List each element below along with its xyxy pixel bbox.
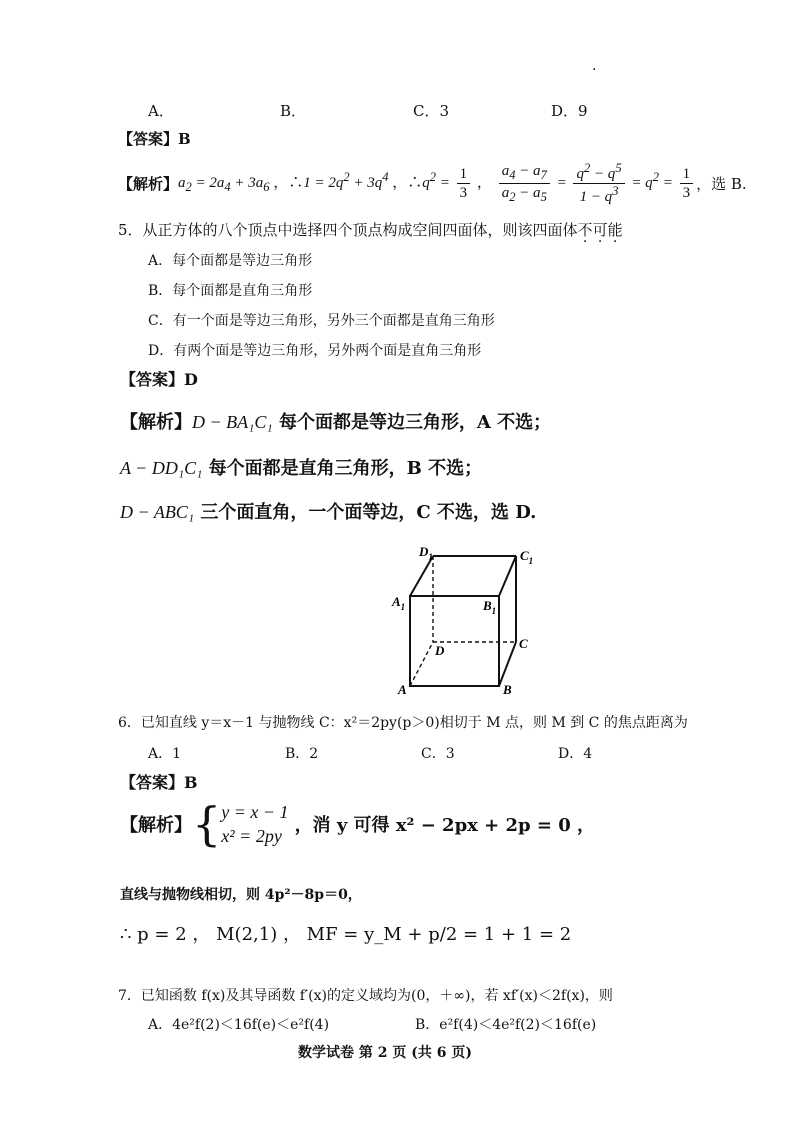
q4-analysis-end: ，选 B. bbox=[696, 174, 747, 193]
q7-stem: 7．已知函数 f(x)及其导函数 f′(x)的定义域均为(0，＋∞)，若 xf′(x)＜2f(x)，则 bbox=[118, 988, 613, 1004]
q4-option-a: A． bbox=[148, 102, 174, 120]
analysis-tag: 【解析】 bbox=[120, 412, 192, 433]
q5-stem-emphasis bbox=[578, 221, 623, 239]
analysis-text: 每个面都是等边三角形，A 不选； bbox=[272, 412, 552, 433]
q6-elimination: ，消 y 可得 x² − 2px + 2p = 0 ， bbox=[294, 815, 596, 837]
q5-answer bbox=[120, 367, 198, 390]
q4-option-b: B． bbox=[280, 102, 307, 120]
edge-b1c1 bbox=[499, 556, 516, 596]
q4-option-c: C．3 bbox=[413, 102, 450, 120]
analysis-text: 三个面直角，一个面等边，C 不选，选 D. bbox=[194, 502, 537, 523]
edge-ad-hidden bbox=[410, 642, 433, 686]
system-eq-1: y = x − 1 bbox=[221, 802, 289, 822]
answer-tag: 【答案】 bbox=[120, 773, 185, 792]
tetrahedron-name: D − ABC₁ bbox=[120, 502, 195, 522]
q5-stem-text: 5．从正方体的八个顶点中选择四个顶点构成空间四面体，则该四面体 bbox=[118, 221, 578, 239]
system-eq-2: x² = 2py bbox=[221, 826, 282, 847]
analysis-tag: 【解析】 bbox=[120, 815, 192, 837]
label-a1: $A_1$ bbox=[392, 594, 406, 612]
equation-system bbox=[221, 800, 288, 849]
q6-option-c: C．3 bbox=[421, 746, 455, 762]
q7-option-b: B．e²f(4)＜4e²f(2)＜16f(e) bbox=[415, 1017, 597, 1033]
q7-option-a: A．4e²f(2)＜16f(e)＜e²f(4) bbox=[148, 1017, 330, 1033]
q5-option-b: B．每个面都是直角三角形 bbox=[148, 283, 313, 299]
answer-tag: 【答案】 bbox=[120, 370, 185, 389]
emphasis-char: 不 bbox=[577, 221, 593, 239]
label-d: D bbox=[435, 643, 445, 658]
q4-analysis bbox=[118, 160, 747, 206]
label-b: B bbox=[503, 682, 512, 697]
q4-analysis-formula: $a_2 = 2a_4 + 3a_6$ ，∴1 = $2q^2 + 3q^4$ ，$\therefore q^2$ = $\frac{1}{3}$ ， $\frac{a_4 - a_7}{a_2 - a_5}$ = $\frac{q^2 - q^5}{1 - q^3}$ = $q^2$ = $\frac{1}{3}$ bbox=[178, 161, 696, 206]
q4-answer bbox=[118, 128, 191, 149]
tetrahedron-name: A − DD₁C₁ bbox=[120, 458, 203, 478]
answer-value: D bbox=[184, 370, 198, 389]
analysis-tag: 【解析】 bbox=[118, 174, 179, 193]
q6-option-b: B．2 bbox=[285, 746, 319, 762]
q5-option-a: A．每个面都是等边三角形 bbox=[148, 253, 313, 269]
label-a: A bbox=[398, 682, 407, 697]
page-footer-text: 数学试卷 第 2 页 (共 6 页) bbox=[298, 1045, 472, 1061]
q6-result: ∴ p = 2 ， M(2,1) ， MF = y_M + p/2 = 1 + 1 = 2 bbox=[120, 924, 572, 945]
q6-option-a: A．1 bbox=[148, 746, 182, 762]
tetrahedron-name: D − BA₁C₁ bbox=[192, 412, 273, 432]
label-d1: $D_1$ bbox=[419, 544, 433, 562]
label-c1: $C_1$ bbox=[520, 548, 534, 566]
q6-answer bbox=[120, 770, 198, 793]
q6-stem: 6．已知直线 y＝x－1 与抛物线 C：x²＝2py(p＞0)相切于 M 点，则 M 到 C 的焦点距离为 bbox=[118, 715, 688, 731]
q6-tangent-condition: 直线与抛物线相切，则 4p²－8p＝0， bbox=[120, 887, 362, 903]
q5-analysis-line-3 bbox=[120, 498, 536, 524]
edge-bc bbox=[499, 642, 516, 686]
q5-analysis-line-1 bbox=[120, 408, 551, 434]
corner-mark: . bbox=[592, 58, 597, 74]
cube-figure bbox=[388, 538, 558, 698]
label-b1: $B_1$ bbox=[483, 598, 497, 616]
q4-option-d: D．9 bbox=[551, 102, 588, 120]
q5-option-d: D．有两个面是等边三角形，另外两个面是直角三角形 bbox=[148, 343, 482, 359]
emphasis-char: 能 bbox=[607, 221, 623, 239]
answer-value: B bbox=[178, 130, 191, 148]
q6-option-d: D．4 bbox=[558, 746, 593, 762]
analysis-text: 每个面都是直角三角形，B 不选； bbox=[202, 458, 483, 479]
q5-option-c: C．有一个面是等边三角形，另外三个面都是直角三角形 bbox=[148, 313, 495, 329]
q6-analysis bbox=[120, 797, 596, 852]
emphasis-char: 可 bbox=[592, 221, 608, 239]
edge-a1d1 bbox=[410, 556, 433, 596]
answer-tag: 【答案】 bbox=[118, 130, 179, 148]
answer-value: B bbox=[184, 773, 198, 792]
q5-analysis-line-2 bbox=[120, 454, 482, 480]
q5-stem bbox=[118, 219, 623, 240]
label-c: C bbox=[519, 636, 528, 651]
system-brace: { bbox=[192, 797, 222, 852]
